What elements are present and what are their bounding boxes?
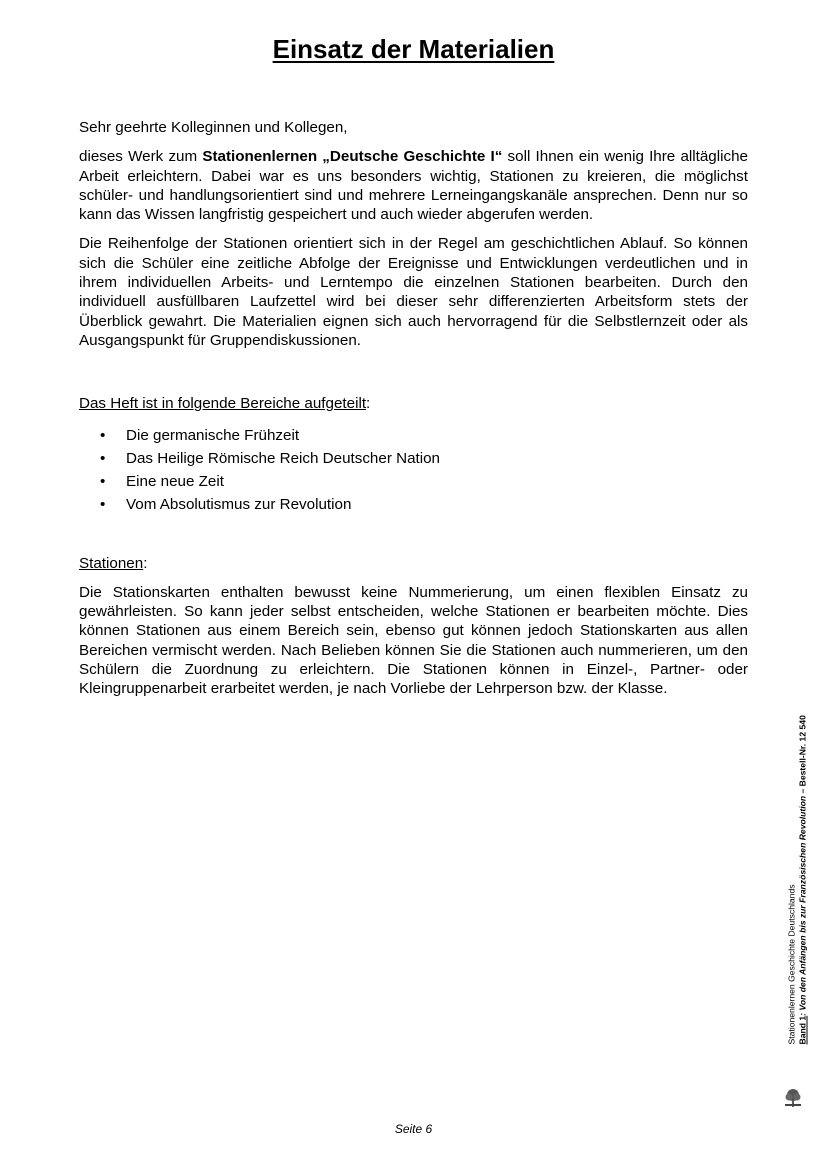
side-imprint-text: [787, 658, 808, 1103]
greeting: Sehr geehrte Kolleginnen und Kollegen,: [79, 119, 348, 136]
list-item: [79, 424, 748, 447]
volume-line: [797, 658, 808, 1103]
bullet-icon: •: [100, 495, 106, 513]
list-item-text: Eine neue Zeit: [126, 472, 224, 490]
sections-heading-colon: :: [366, 395, 371, 413]
list-item: [79, 470, 748, 493]
publisher-logo-icon: [782, 1086, 804, 1108]
sections-heading-text: Das Heft ist in folgende Bereiche aufgeteilt: [79, 395, 367, 413]
list-item-text: Das Heilige Römische Reich Deutscher Nation: [126, 449, 441, 467]
page-title: Einsatz der Materialien: [272, 34, 555, 64]
bullet-icon: •: [100, 472, 106, 490]
stations-heading-text: Stationen: [79, 554, 144, 572]
side-imprint: [782, 658, 812, 1103]
volume-subtitle: : Von den Anfängen bis zur Französischen Revolution: [797, 795, 807, 1016]
list-item: [79, 493, 748, 516]
list-item: [79, 447, 748, 470]
stations-heading: [79, 554, 748, 573]
order-number: – Bestell-Nr. 12 540: [797, 715, 807, 796]
sections-list: [79, 424, 748, 516]
series-title: Stationenlernen Geschichte Deutschlands: [786, 884, 797, 1045]
bullet-icon: •: [100, 449, 106, 467]
bullet-icon: •: [100, 426, 106, 444]
order-paragraph: Die Reihenfolge der Stationen orientiert sich in der Regel am geschichtlichen Ablauf. So können sich die Schüler eine zeitliche Abfolge der Ereignisse und Entwicklungen verdeutlichen und in ihrem individuellen Arbeits- und Lerntempo die einzelnen Stationen bearbeiten. Durch den individuell ausfüllbaren Laufzettel wird bei dieser sehr differenzierten Arbeitsform stets der Überblick gewahrt. Die Materialien eignen sich auch hervorragend für die Selbstlernzeit oder als Ausgangspunkt für Gruppendiskussionen.: [79, 235, 748, 349]
list-item-text: Die germanische Frühzeit: [126, 426, 300, 444]
intro-text-after: soll Ihnen ein wenig Ihre alltägliche Arbeit erleichtern. Dabei war es uns besonders wichtig, Stationen zu kreieren, die möglichst schüler- und handlungsorientiert sind und mehrere Lerneingangskanäle ansprechen. Denn nur so kann das Wissen langfristig gespeichert und auch wieder abgerufen werden.: [79, 148, 748, 224]
intro-text-before: dieses Werk zum: [79, 148, 203, 166]
stations-paragraph: Die Stationskarten enthalten bewusst keine Nummerierung, um einen flexiblen Einsatz zu gewährleisten. So kann jeder selbst entscheiden, welche Stationen er bearbeiten möchte. Dies können Stationen aus einem Bereich sein, ebenso gut können jedoch Stationskarten aus allen Bereichen vermischt werden. Nach Belieben können Sie die Stationen auch nummerieren, um den Schülern die Zuordnung zu erleichtern. Die Stationen können in Einzel-, Partner- oder Kleingruppenarbeit erarbeitet werden, je nach Vorliebe der Lehrperson bzw. der Klasse.: [79, 583, 748, 698]
page-number: Seite 6: [394, 1122, 433, 1136]
intro-paragraph: [79, 147, 748, 224]
work-title: Stationenlernen „Deutsche Geschichte I“: [202, 148, 503, 166]
sections-heading: [79, 394, 748, 413]
document-body: [79, 118, 748, 699]
band-label: Band 1: [797, 1015, 807, 1045]
list-item-text: Vom Absolutismus zur Revolution: [126, 495, 352, 513]
stations-heading-colon: :: [143, 554, 148, 572]
